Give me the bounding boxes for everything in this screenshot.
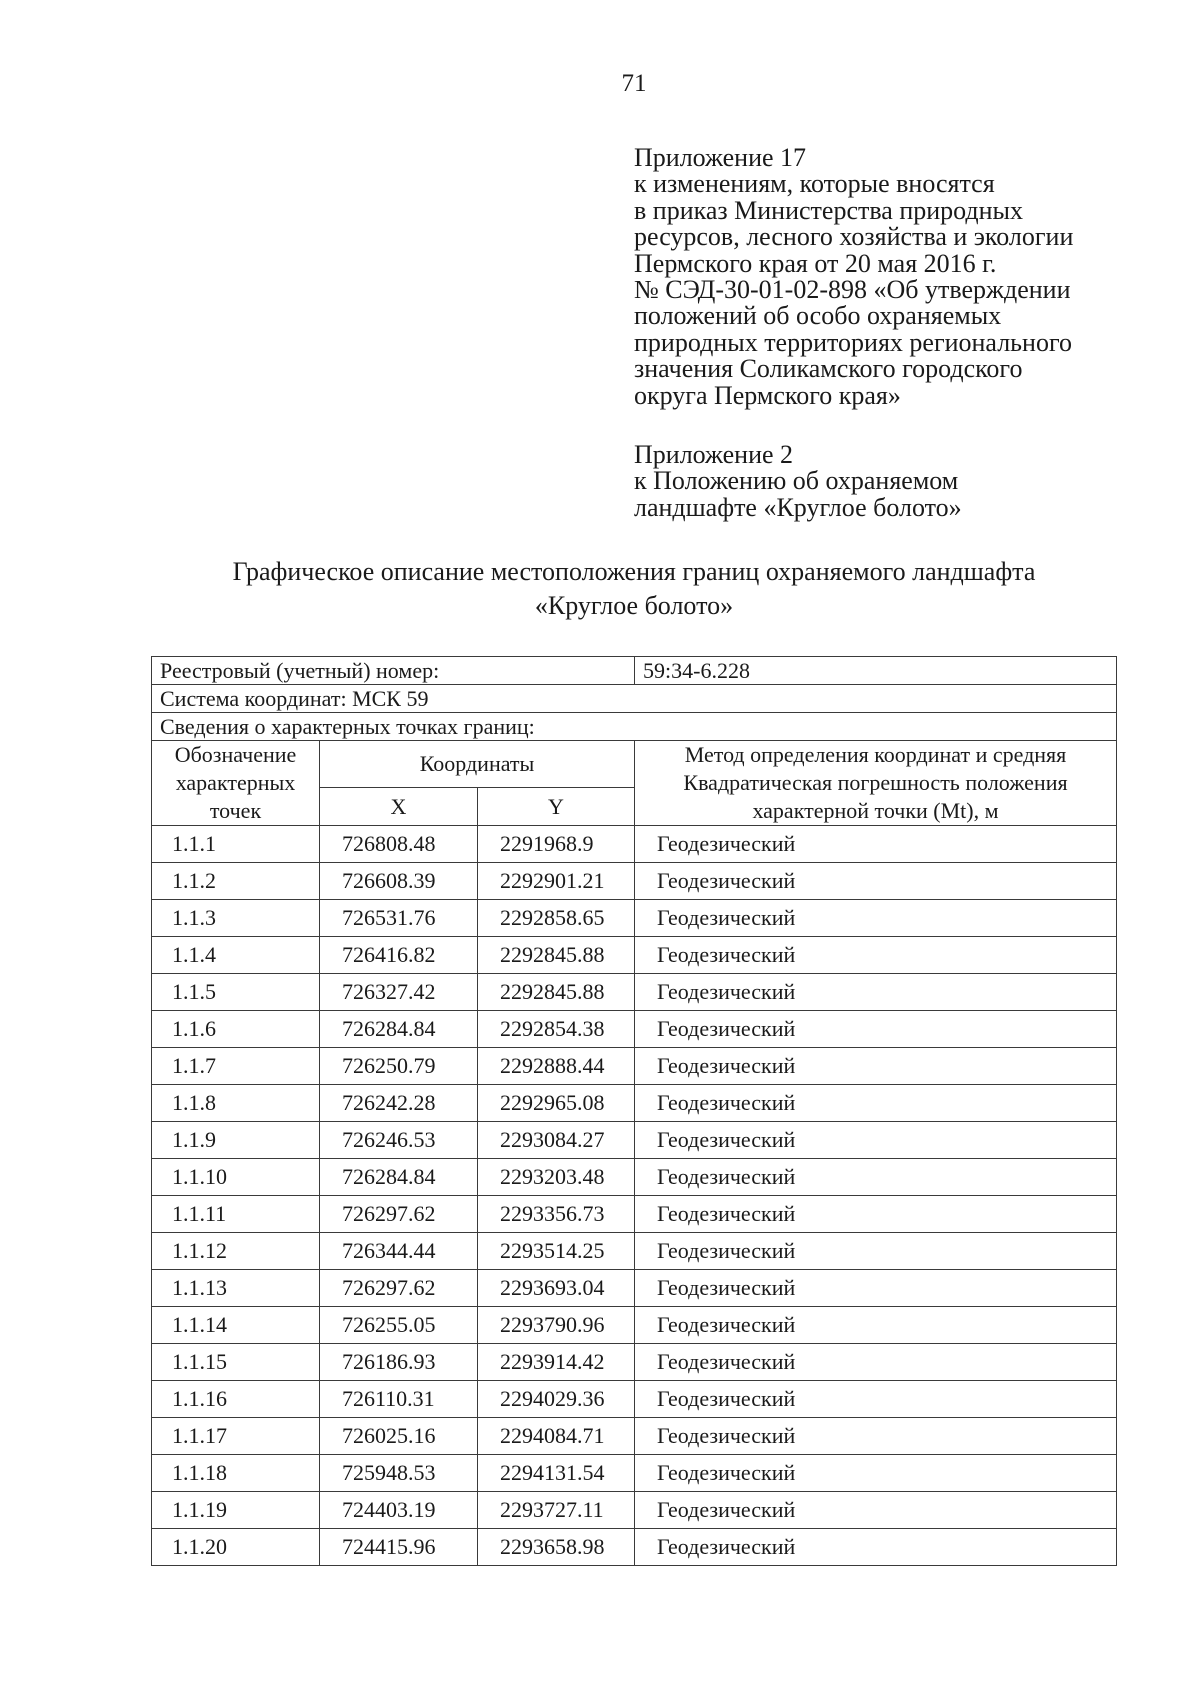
- registry-row: [152, 657, 1117, 685]
- y-cell: 2294029.36: [478, 1381, 635, 1418]
- method-cell: Геодезический: [635, 900, 1117, 937]
- table-row: [152, 1455, 1117, 1492]
- point-cell: 1.1.2: [152, 863, 320, 900]
- table-row: [152, 974, 1117, 1011]
- table-row: [152, 1529, 1117, 1566]
- table-row: [152, 937, 1117, 974]
- table-row: [152, 1270, 1117, 1307]
- point-cell: 1.1.8: [152, 1085, 320, 1122]
- x-cell: 726186.93: [320, 1344, 478, 1381]
- table-row: [152, 1122, 1117, 1159]
- table-row: [152, 863, 1117, 900]
- table-row: [152, 1048, 1117, 1085]
- point-cell: 1.1.18: [152, 1455, 320, 1492]
- document-title: [150, 555, 1118, 623]
- appendix-17-line: к изменениям, которые вносятся: [634, 169, 995, 199]
- x-cell: 726531.76: [320, 900, 478, 937]
- y-cell: 2293203.48: [478, 1159, 635, 1196]
- point-cell: 1.1.10: [152, 1159, 320, 1196]
- x-cell: 726297.62: [320, 1196, 478, 1233]
- y-cell: 2293658.98: [478, 1529, 635, 1566]
- table-row: [152, 900, 1117, 937]
- appendix-2-block: [634, 442, 1134, 521]
- appendix-17-line: значения Соликамского городского: [634, 354, 1023, 384]
- appendix-17-line: ресурсов, лесного хозяйства и экологии: [634, 222, 1074, 252]
- x-cell: 726608.39: [320, 863, 478, 900]
- x-cell: 726284.84: [320, 1011, 478, 1048]
- coord-system: Система координат: МСК 59: [152, 685, 1117, 713]
- point-cell: 1.1.20: [152, 1529, 320, 1566]
- point-cell: 1.1.5: [152, 974, 320, 1011]
- point-cell: 1.1.7: [152, 1048, 320, 1085]
- point-cell: 1.1.17: [152, 1418, 320, 1455]
- x-cell: 726297.62: [320, 1270, 478, 1307]
- y-cell: 2293084.27: [478, 1122, 635, 1159]
- appendix-17-block: [634, 145, 1134, 409]
- point-cell: 1.1.11: [152, 1196, 320, 1233]
- point-cell: 1.1.9: [152, 1122, 320, 1159]
- point-cell: 1.1.4: [152, 937, 320, 974]
- appendix-17-line: № СЭД-30-01-02-898 «Об утверждении: [634, 275, 1071, 305]
- y-cell: 2293790.96: [478, 1307, 635, 1344]
- y-cell: 2292854.38: [478, 1011, 635, 1048]
- y-cell: 2292965.08: [478, 1085, 635, 1122]
- method-cell: Геодезический: [635, 1455, 1117, 1492]
- method-cell: Геодезический: [635, 1159, 1117, 1196]
- table-row: [152, 1492, 1117, 1529]
- method-cell: Геодезический: [635, 1196, 1117, 1233]
- point-cell: 1.1.16: [152, 1381, 320, 1418]
- x-cell: 726284.84: [320, 1159, 478, 1196]
- appendix-17-line: округа Пермского края»: [634, 380, 901, 410]
- method-cell: Геодезический: [635, 1492, 1117, 1529]
- method-cell: Геодезический: [635, 1011, 1117, 1048]
- x-cell: 726242.28: [320, 1085, 478, 1122]
- table-row: [152, 1233, 1117, 1270]
- x-cell: 726025.16: [320, 1418, 478, 1455]
- y-cell: 2292845.88: [478, 974, 635, 1011]
- header-coords: Координаты: [320, 741, 635, 788]
- y-cell: 2292901.21: [478, 863, 635, 900]
- y-cell: 2293356.73: [478, 1196, 635, 1233]
- y-cell: 2294131.54: [478, 1455, 635, 1492]
- y-cell: 2292845.88: [478, 937, 635, 974]
- table-row: [152, 1085, 1117, 1122]
- table-row: [152, 1159, 1117, 1196]
- appendix-17-line: Пермского края от 20 мая 2016 г.: [634, 248, 997, 278]
- method-cell: Геодезический: [635, 1122, 1117, 1159]
- method-cell: Геодезический: [635, 826, 1117, 863]
- method-cell: Геодезический: [635, 974, 1117, 1011]
- header-x: X: [320, 788, 478, 826]
- header-row-1: [152, 741, 1117, 788]
- document-title-line-1: Графическое описание местоположения границ охраняемого ландшафта: [232, 557, 1036, 586]
- method-cell: Геодезический: [635, 1529, 1117, 1566]
- x-cell: 726344.44: [320, 1233, 478, 1270]
- appendix-2-line: Приложение 2: [634, 440, 794, 469]
- point-cell: 1.1.1: [152, 826, 320, 863]
- x-cell: 726416.82: [320, 937, 478, 974]
- method-cell: Геодезический: [635, 1048, 1117, 1085]
- header-y: Y: [478, 788, 635, 826]
- y-cell: 2293914.42: [478, 1344, 635, 1381]
- x-cell: 726110.31: [320, 1381, 478, 1418]
- appendix-17-line: положений об особо охраняемых: [634, 301, 1002, 331]
- point-cell: 1.1.13: [152, 1270, 320, 1307]
- method-cell: Геодезический: [635, 1085, 1117, 1122]
- table-row: [152, 1011, 1117, 1048]
- appendix-17-line: природных территориях регионального: [634, 327, 1072, 357]
- y-cell: 2293693.04: [478, 1270, 635, 1307]
- y-cell: 2293514.25: [478, 1233, 635, 1270]
- x-cell: 724415.96: [320, 1529, 478, 1566]
- appendix-2-line: ландшафте «Круглое болото»: [634, 492, 962, 522]
- page-number: 71: [621, 70, 647, 97]
- method-cell: Геодезический: [635, 1418, 1117, 1455]
- coord-system-row: [152, 685, 1117, 713]
- registry-value: 59:34-6.228: [635, 657, 1117, 685]
- method-cell: Геодезический: [635, 937, 1117, 974]
- header-method: Метод определения координат и средняя Квадратическая погрешность положения характерной точки (Mt), м: [635, 741, 1117, 826]
- x-cell: 725948.53: [320, 1455, 478, 1492]
- table-row: [152, 826, 1117, 863]
- method-cell: Геодезический: [635, 1270, 1117, 1307]
- point-cell: 1.1.12: [152, 1233, 320, 1270]
- point-cell: 1.1.6: [152, 1011, 320, 1048]
- x-cell: 726327.42: [320, 974, 478, 1011]
- y-cell: 2294084.71: [478, 1418, 635, 1455]
- x-cell: 726808.48: [320, 826, 478, 863]
- y-cell: 2292888.44: [478, 1048, 635, 1085]
- registry-label: Реестровый (учетный) номер:: [152, 657, 635, 685]
- appendix-17-line: в приказ Министерства природных: [634, 195, 1024, 225]
- method-cell: Геодезический: [635, 863, 1117, 900]
- x-cell: 726255.05: [320, 1307, 478, 1344]
- table-row: [152, 1196, 1117, 1233]
- y-cell: 2291968.9: [478, 826, 635, 863]
- table-row: [152, 1344, 1117, 1381]
- y-cell: 2293727.11: [478, 1492, 635, 1529]
- y-cell: 2292858.65: [478, 900, 635, 937]
- points-info: Сведения о характерных точках границ:: [152, 713, 1117, 741]
- boundary-points-table: [151, 656, 1117, 1566]
- method-cell: Геодезический: [635, 1344, 1117, 1381]
- table-row: [152, 1381, 1117, 1418]
- points-info-row: [152, 713, 1117, 741]
- table-row: [152, 1418, 1117, 1455]
- point-cell: 1.1.19: [152, 1492, 320, 1529]
- appendix-17-line: Приложение 17: [634, 143, 807, 172]
- point-cell: 1.1.15: [152, 1344, 320, 1381]
- document-title-line-2: «Круглое болото»: [534, 591, 734, 620]
- table-row: [152, 1307, 1117, 1344]
- x-cell: 726246.53: [320, 1122, 478, 1159]
- x-cell: 724403.19: [320, 1492, 478, 1529]
- method-cell: Геодезический: [635, 1307, 1117, 1344]
- point-cell: 1.1.3: [152, 900, 320, 937]
- header-point: Обозначение характерных точек: [152, 741, 320, 826]
- method-cell: Геодезический: [635, 1381, 1117, 1418]
- x-cell: 726250.79: [320, 1048, 478, 1085]
- appendix-2-line: к Положению об охраняемом: [634, 466, 959, 496]
- method-cell: Геодезический: [635, 1233, 1117, 1270]
- point-cell: 1.1.14: [152, 1307, 320, 1344]
